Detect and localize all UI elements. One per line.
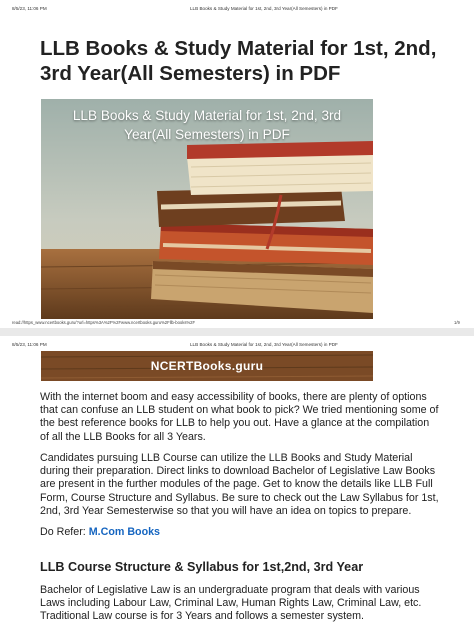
page-header-title: LLB Books & Study Material for 1st, 2nd, 3rd Year(All Semesters) in PDF	[190, 342, 338, 347]
page-header-title: LLB Books & Study Material for 1st, 2nd, 3rd Year(All Semesters) in PDF	[190, 6, 338, 11]
mcom-books-link[interactable]: M.Com Books	[88, 526, 160, 538]
page-footer-url: read://https_www.ncertbooks.guru/?url=https%3A%2F%2Fwww.ncertbooks.guru%2Fllb-books%2F	[12, 320, 196, 325]
page-header-date: 8/5/23, 11:06 PM	[12, 6, 47, 11]
do-refer-label: Do Refer:	[40, 526, 86, 538]
hero-caption	[41, 106, 373, 144]
intro-paragraph: With the internet boom and easy accessibility of books, there are plenty of options that can confuse an LLB student on what book to pick? We tried mentioning some of the best reference books for LLB to help you out. Have a glance at the compilation of all the LLB Books for all 3 Years.	[40, 391, 439, 443]
hero-caption-line2: Year(All Semesters) in PDF	[124, 127, 290, 142]
section-heading: LLB Course Structure & Syllabus for 1st,2nd, 3rd Year	[40, 560, 364, 574]
article-title: LLB Books & Study Material for 1st, 2nd, 3rd Year(All Semesters) in PDF	[40, 37, 437, 85]
do-refer-line	[40, 526, 440, 539]
course-paragraph: Candidates pursuing LLB Course can utilize the LLB Books and Study Material during their preparation. Direct links to download Bachelor of Legislative Law Books are present in the further modules of the page. Get to know the details like LLB Full Form, Course Structure and Syllabus. Be sure to check out the Law Syllabus for 1st, 2nd, 3rd Year Semesterwise so that you will have an idea on topics to prepare.	[40, 452, 439, 517]
site-watermark: NCERTBooks.guru	[150, 359, 264, 373]
hero-caption-line1: LLB Books & Study Material for 1st, 2nd, 3rd	[72, 108, 342, 123]
structure-paragraph: Bachelor of Legislative Law is an undergraduate program that deals with various Laws including Labour Law, Criminal Law, Human Rights Law, Criminal Law, etc. Traditional Law course is for 3 Years and follows a semester system.	[40, 584, 422, 623]
hero-image-continuation	[41, 351, 373, 381]
page-footer-number: 1/9	[454, 320, 460, 325]
page-header-date: 8/5/23, 11:06 PM	[12, 342, 47, 347]
hero-image	[41, 99, 373, 319]
